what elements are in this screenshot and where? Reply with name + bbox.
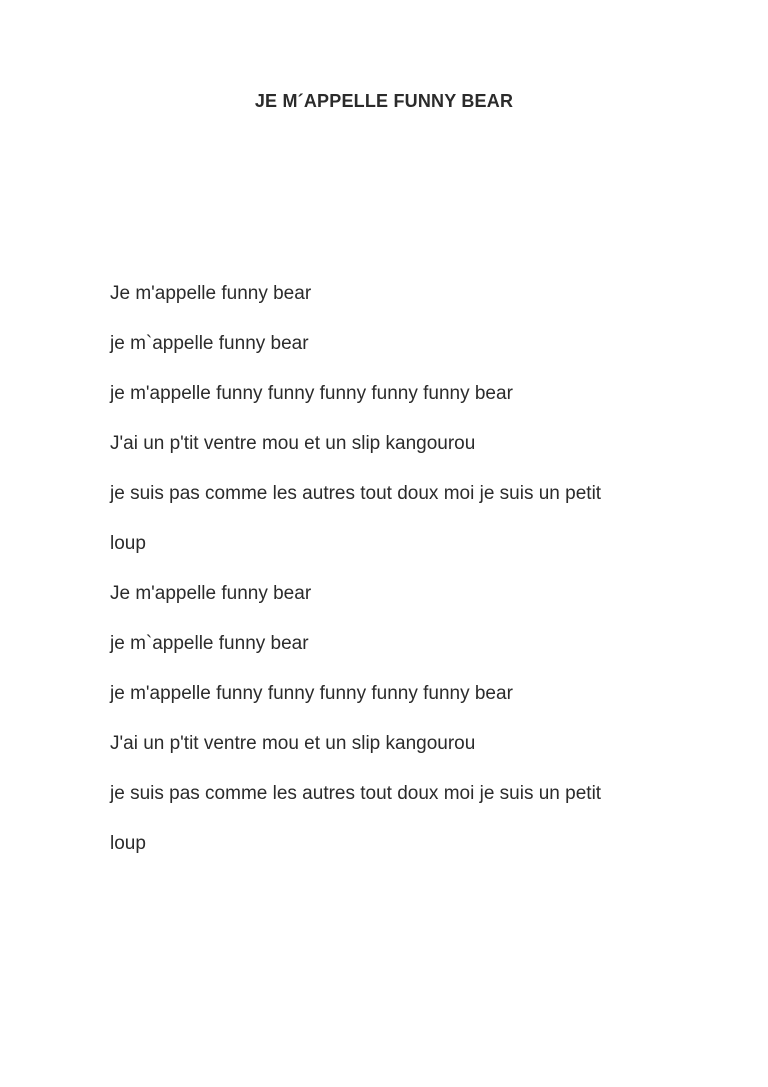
lyric-line: loup (110, 533, 146, 554)
lyric-line: je m`appelle funny bear (110, 333, 309, 354)
lyric-line: loup (110, 833, 146, 854)
document-title: JE M´APPELLE FUNNY BEAR (254, 91, 514, 111)
lyric-line: Je m'appelle funny bear (110, 283, 312, 304)
lyric-line: je m`appelle funny bear (110, 633, 309, 654)
lyrics-body (110, 280, 690, 880)
lyric-line: je suis pas comme les autres tout doux moi je suis un petit (110, 783, 602, 804)
lyric-line: J'ai un p'tit ventre mou et un slip kangourou (110, 733, 476, 754)
lyric-line: Je m'appelle funny bear (110, 583, 312, 604)
lyric-line: J'ai un p'tit ventre mou et un slip kangourou (110, 433, 476, 454)
lyric-line: je suis pas comme les autres tout doux moi je suis un petit (110, 483, 602, 504)
lyric-line: je m'appelle funny funny funny funny funny bear (110, 383, 513, 404)
lyric-line: je m'appelle funny funny funny funny funny bear (110, 683, 513, 704)
